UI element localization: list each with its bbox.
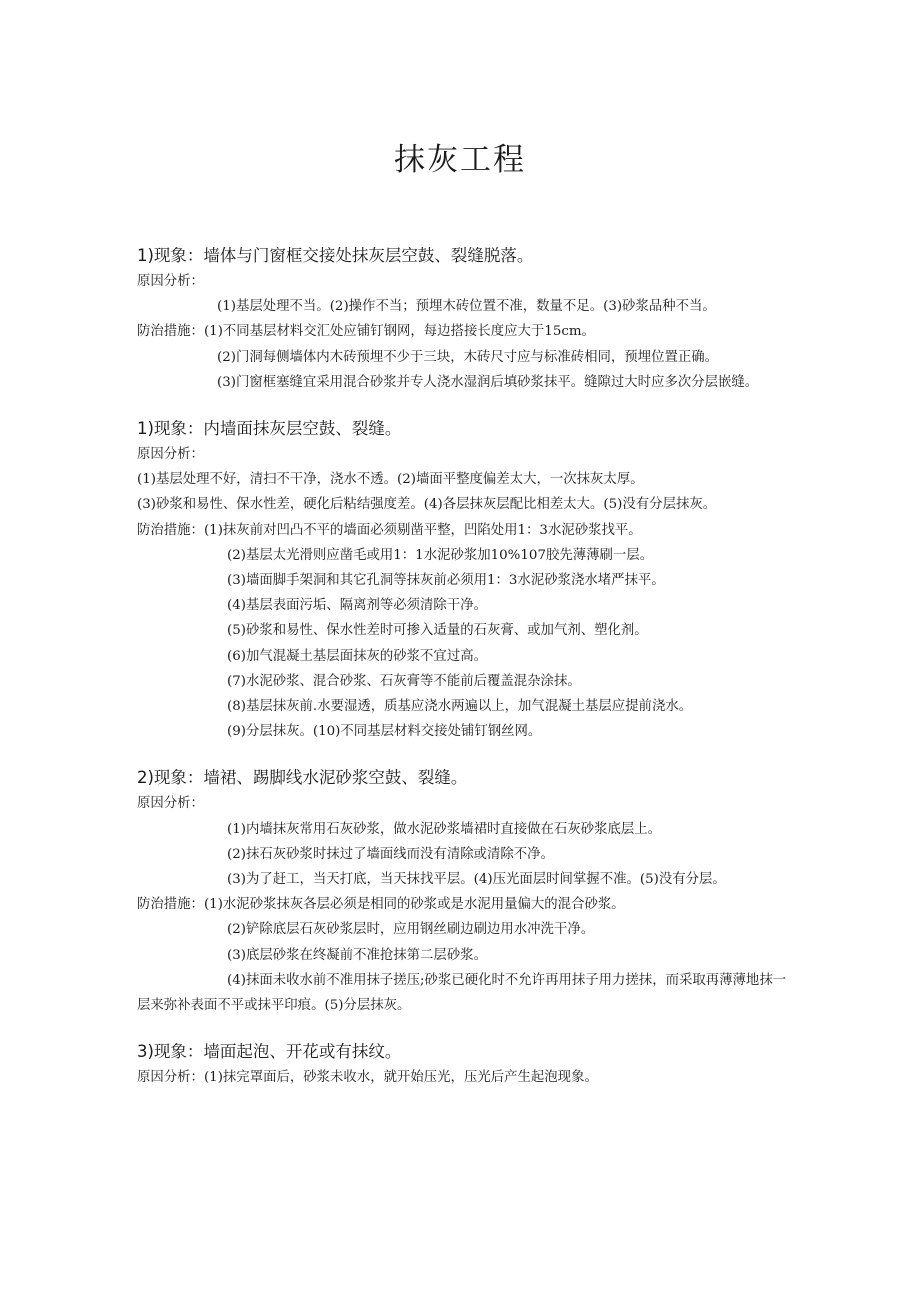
section-heading: 3)现象：墙面起泡、开花或有抹纹。 <box>137 1042 402 1062</box>
cause-item: (1)基层处理不当。(2)操作不当；预埋木砖位置不准，数量不足。(3)砂浆品种不当。 <box>217 299 716 315</box>
measure-item: (3)门窗框塞缝宜采用混合砂浆并专人浇水湿润后填砂浆抹平。缝隙过大时应多次分层嵌缝。 <box>217 374 759 390</box>
cause-label: 原因分析： <box>137 1070 204 1086</box>
measure-item <box>137 892 787 917</box>
measure-text: (1)不同基层材料交汇处应铺钉钢网，每边搭接长度应大于15cm。 <box>203 324 595 340</box>
measure-item: (5)砂浆和易性、保水性差时可掺入适量的石灰膏、或加气剂、塑化剂。 <box>227 623 648 639</box>
cause-label: 原因分析： <box>137 796 204 812</box>
cause-item: (2)抹石灰砂浆时抹过了墙面线而没有清除或清除不净。 <box>227 846 554 862</box>
cause-item: (1)基层处理不好，清扫不干净，浇水不透。(2)墙面平整度偏差太大，一次抹灰太厚。 <box>137 472 644 488</box>
measure-item: (2)门洞每侧墙体内木砖预埋不少于三块，木砖尺寸应与标准砖相同，预埋位置正确。 <box>217 349 719 365</box>
cause-label: 原因分析： <box>137 274 204 289</box>
cause-item: (3)砂浆和易性、保水性差，硬化后粘结强度差。(4)各层抹灰层配比相差太大。(5)没有分层抹灰。 <box>137 497 717 513</box>
measure-item <box>137 319 787 344</box>
measure-item: (2)基层太光滑则应凿毛或用1：1水泥砂浆加10%107胶先薄薄刷一层。 <box>227 547 654 563</box>
section-heading: 1)现象：墙体与门窗框交接处抹灰层空鼓、裂缝脱落。 <box>137 246 534 265</box>
measure-item: (2)铲除底层石灰砂浆层时，应用钢丝刷边刷边用水冲洗干净。 <box>227 922 595 938</box>
cause-item: (1)内墙抹灰常用石灰砂浆，做水泥砂浆墙裙时直接做在石灰砂浆底层上。 <box>227 821 662 837</box>
measure-item: (9)分层抹灰。(10)不同基层材料交接处铺钉钢丝网。 <box>227 724 542 740</box>
measures-label: 防治措施： <box>137 324 204 340</box>
measure-item: (4)基层表面污垢、隔离剂等必须清除干净。 <box>227 598 487 614</box>
measure-text: (1)抹灰前对凹凸不平的墙面必须剔凿平整，凹陷处用1：3水泥砂浆找平。 <box>203 522 642 538</box>
section-heading: 1)现象：内墙面抹灰层空鼓、裂缝。 <box>137 419 402 439</box>
document-body <box>137 243 787 1111</box>
cause-item: (3)为了赶工，当天打底，当天抹找平层。(4)压光面层时间掌握不准。(5)没有分层。 <box>227 872 726 888</box>
section-4 <box>137 1039 787 1090</box>
section-2 <box>137 416 787 744</box>
cause-text: (1)抹完罩面后，砂浆未收水，就开始压光，压光后产生起泡现象。 <box>203 1070 598 1086</box>
measure-text: (1)水泥砂浆抹灰各层必须是相同的砂浆或是水泥用量偏大的混合砂浆。 <box>203 897 625 913</box>
section-heading: 2)现象：墙裙、踢脚线水泥砂浆空鼓、裂缝。 <box>137 768 468 788</box>
measures-label: 防治措施： <box>137 522 204 538</box>
measure-item: (7)水泥砂浆、混合砂浆、石灰膏等不能前后覆盖混杂涂抹。 <box>227 673 581 689</box>
measures-label: 防治措施： <box>137 897 204 913</box>
measure-item: (3)墙面脚手架洞和其它孔洞等抹灰前必须用1：3水泥砂浆浇水堵严抹平。 <box>227 573 665 589</box>
measure-item: (6)加气混凝土基层面抹灰的砂浆不宜过高。 <box>227 648 487 664</box>
measure-item: (3)底层砂浆在终凝前不准抢抹第二层砂浆。 <box>227 947 487 963</box>
measure-item: (4)抹面未收水前不准用抹子搓压;砂浆已硬化时不允许再用抹子用力搓抹，而采取再薄薄地抹一层来弥补表面不平或抹平印痕。(5)分层抹灰。 <box>137 972 787 1014</box>
cause-label: 原因分析： <box>137 447 204 463</box>
measure-item <box>137 518 787 543</box>
section-3 <box>137 765 787 1018</box>
cause-item <box>137 1065 787 1090</box>
section-1 <box>137 243 787 395</box>
measure-item: (8)基层抹灰前.水要湿透，质基应浇水两遍以上，加气混凝土基层应提前浇水。 <box>227 699 693 715</box>
document-title: 抹灰工程 <box>394 142 526 178</box>
